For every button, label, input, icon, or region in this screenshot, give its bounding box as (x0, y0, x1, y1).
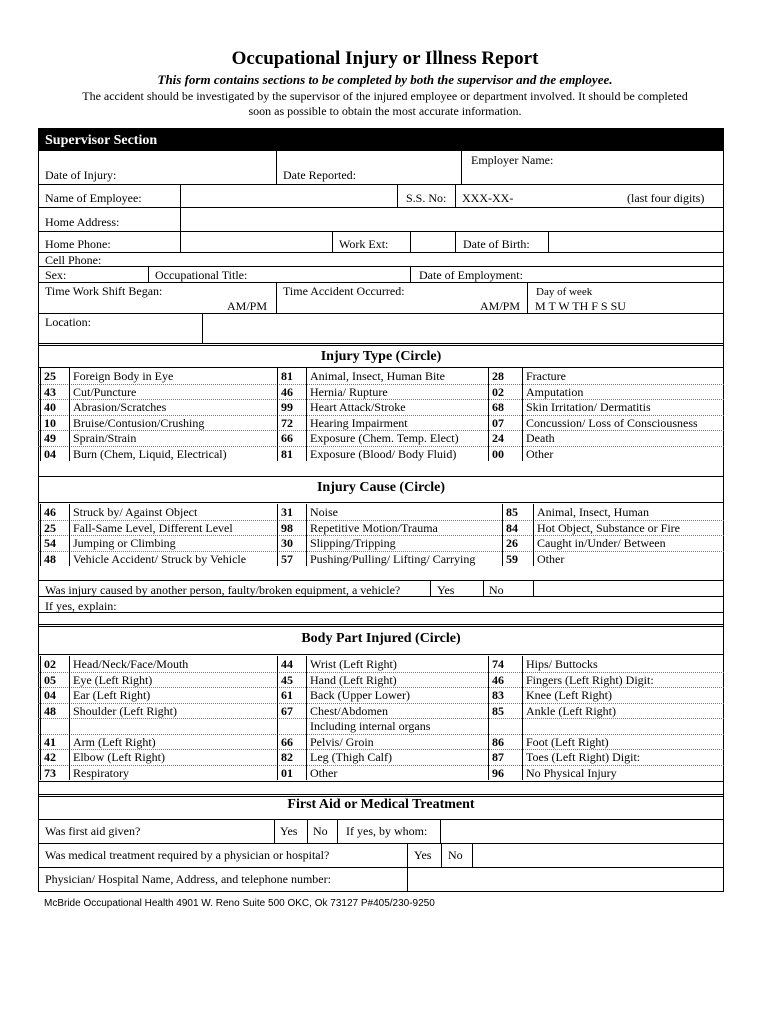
body-part-label: Pelvis/ Groin (310, 734, 374, 749)
injury-cause-code[interactable]: 84 (506, 520, 518, 535)
ampm-shift: AM/PM (227, 299, 268, 313)
injury-type-code[interactable]: 81 (281, 446, 293, 461)
date-of-employment-label: Date of Employment: (419, 268, 523, 282)
injury-cause-label: Repetitive Motion/Trauma (310, 520, 438, 535)
supervisor-section-heading: Supervisor Section (38, 128, 724, 151)
home-phone-label: Home Phone: (45, 237, 111, 251)
injury-cause-heading: Injury Cause (Circle) (316, 480, 446, 495)
injury-type-code[interactable]: 40 (44, 400, 56, 414)
intro-line-2: soon as possible to obtain the most accurate information. (248, 104, 522, 118)
ss-hint: (last four digits) (627, 191, 705, 205)
injury-cause-code[interactable]: 98 (281, 520, 293, 535)
injury-type-code[interactable]: 43 (44, 384, 56, 399)
injury-type-code[interactable]: 24 (492, 431, 504, 445)
injury-cause-label: Pushing/Pulling/ Lifting/ Carrying (310, 551, 476, 566)
injury-type-label: Sprain/Strain (73, 431, 137, 445)
injury-cause-code[interactable]: 31 (281, 505, 293, 519)
injury-type-label: Concussion/ Loss of Consciousness (526, 415, 698, 430)
ss-prefix: XXX-XX- (462, 191, 514, 205)
body-part-label: Leg (Thigh Calf) (310, 750, 392, 764)
injury-type-label: Abrasion/Scratches (73, 400, 167, 414)
injury-type-label: Skin Irritation/ Dermatitis (526, 400, 651, 414)
body-part-code[interactable]: 73 (44, 765, 56, 780)
body-part-label: Including internal organs (310, 719, 431, 733)
injury-cause-label: Hot Object, Substance or Fire (537, 520, 680, 535)
body-part-label: Ankle (Left Right) (526, 703, 616, 718)
home-address-label: Home Address: (45, 215, 120, 229)
body-part-heading: Body Part Injured (Circle) (301, 631, 461, 646)
body-part-label: Fingers (Left Right) Digit: (526, 672, 654, 687)
page-subtitle: This form contains sections to be completed by both the supervisor and the employee. (157, 72, 613, 87)
injury-type-code[interactable]: 81 (281, 369, 293, 383)
injury-type-heading: Injury Type (Circle) (320, 349, 442, 364)
injury-type-label: Heart Attack/Stroke (310, 400, 406, 414)
injury-cause-code[interactable]: 25 (44, 520, 56, 535)
body-part-code[interactable]: 42 (44, 750, 56, 764)
injury-type-label: Burn (Chem, Liquid, Electrical) (73, 446, 227, 461)
injury-type-code[interactable]: 07 (492, 415, 504, 430)
body-part-label: Hand (Left Right) (310, 672, 397, 687)
injury-type-code[interactable]: 25 (44, 369, 56, 383)
injury-cause-code[interactable]: 59 (506, 551, 518, 566)
injury-type-code[interactable]: 10 (44, 415, 56, 430)
cell-phone-label: Cell Phone: (45, 253, 102, 267)
time-accident-label: Time Accident Occurred: (283, 284, 405, 298)
injury-type-code[interactable]: 49 (44, 431, 56, 445)
injury-cause-code[interactable]: 30 (281, 536, 293, 550)
date-of-injury-label: Date of Injury: (45, 168, 117, 182)
injury-type-label: Foreign Body in Eye (73, 369, 174, 383)
injury-type-code[interactable]: 04 (44, 446, 56, 461)
body-part-label: Knee (Left Right) (526, 688, 612, 702)
body-part-code[interactable]: 82 (281, 750, 293, 764)
sex-label: Sex: (45, 268, 67, 282)
injury-type-label: Exposure (Blood/ Body Fluid) (310, 446, 457, 461)
body-part-label: Toes (Left Right) Digit: (526, 750, 641, 764)
body-part-label: Wrist (Left Right) (310, 657, 397, 671)
day-of-week-label: Day of week (536, 286, 593, 298)
intro-line-1: The accident should be investigated by the supervisor of the injured employee or department involved. It should be completed (82, 89, 688, 103)
injury-type-label: Cut/Puncture (73, 384, 137, 399)
cause-question: Was injury caused by another person, faulty/broken equipment, a vehicle? (45, 583, 401, 597)
injury-cause-code[interactable]: 46 (44, 505, 56, 519)
injury-cause-label: Caught in/Under/ Between (537, 536, 666, 550)
body-part-label: Eye (Left Right) (73, 672, 153, 687)
name-of-employee-label: Name of Employee: (45, 191, 142, 205)
body-part-code[interactable]: 04 (44, 688, 56, 702)
occupational-title-label: Occupational Title: (155, 268, 248, 282)
injury-type-label: Hearing Impairment (310, 415, 408, 430)
cause-yes-option[interactable]: Yes (437, 583, 455, 597)
time-shift-began-label: Time Work Shift Began: (45, 284, 163, 298)
injury-cause-label: Other (537, 551, 565, 566)
cause-no-option[interactable]: No (489, 583, 504, 597)
body-part-label: Arm (Left Right) (73, 734, 156, 749)
body-part-label: Ear (Left Right) (73, 688, 151, 702)
injury-cause-code[interactable]: 48 (44, 551, 56, 566)
injury-type-code[interactable]: 68 (492, 400, 504, 414)
injury-type-code[interactable]: 72 (281, 415, 293, 430)
body-part-label: Back (Upper Lower) (310, 688, 410, 702)
injury-cause-label: Vehicle Accident/ Struck by Vehicle (73, 551, 247, 566)
injury-type-code[interactable]: 66 (281, 431, 293, 445)
injury-cause-label: Animal, Insect, Human (537, 505, 649, 519)
injury-cause-label: Slipping/Tripping (310, 536, 396, 550)
day-options: M T W TH F S SU (535, 299, 626, 313)
injury-type-code[interactable]: 28 (492, 369, 504, 383)
first-aid-by-whom-label: If yes, by whom: (346, 824, 428, 838)
date-reported-label: Date Reported: (283, 168, 356, 182)
body-part-label: Hips/ Buttocks (526, 657, 598, 671)
body-part-code[interactable]: 74 (492, 657, 504, 671)
injury-type-label: Other (526, 446, 554, 461)
medical-yes-option[interactable]: Yes (414, 848, 432, 862)
body-part-label: Foot (Left Right) (526, 734, 609, 749)
ampm-accident: AM/PM (480, 299, 521, 313)
body-part-code[interactable]: 86 (492, 734, 504, 749)
body-part-label: Head/Neck/Face/Mouth (73, 657, 189, 671)
injury-type-label: Bruise/Contusion/Crushing (73, 415, 205, 430)
work-ext-label: Work Ext: (339, 237, 389, 251)
intro-text (40, 89, 730, 119)
body-part-label: Other (310, 765, 338, 780)
body-part-code[interactable]: 41 (44, 734, 56, 749)
body-part-code[interactable]: 02 (44, 657, 56, 671)
injury-type-label: Amputation (526, 384, 584, 399)
body-part-code[interactable]: 46 (492, 672, 504, 687)
body-part-label: Shoulder (Left Right) (73, 703, 177, 718)
body-part-code[interactable]: 61 (281, 688, 293, 702)
first-aid-yes-option[interactable]: Yes (280, 824, 298, 838)
body-part-code[interactable]: 01 (281, 765, 293, 780)
injury-cause-code[interactable]: 26 (506, 536, 518, 550)
injury-cause-code[interactable]: 54 (44, 536, 56, 550)
injury-cause-label: Jumping or Climbing (73, 536, 176, 550)
medical-no-option[interactable]: No (448, 848, 463, 862)
body-part-code[interactable]: 96 (492, 765, 504, 780)
ss-no-label: S.S. No: (406, 191, 447, 205)
body-part-code[interactable]: 44 (281, 657, 293, 671)
injury-type-code[interactable]: 46 (281, 384, 293, 399)
body-part-code[interactable]: 66 (281, 734, 293, 749)
injury-cause-code[interactable]: 57 (281, 551, 293, 566)
body-part-code[interactable]: 05 (44, 672, 56, 687)
body-part-label: No Physical Injury (526, 765, 617, 780)
date-of-birth-label: Date of Birth: (463, 237, 530, 251)
injury-type-label: Animal, Insect, Human Bite (310, 369, 445, 383)
page-title: Occupational Injury or Illness Report (231, 48, 539, 69)
injury-cause-label: Noise (310, 505, 338, 519)
first-aid-no-option[interactable]: No (313, 824, 328, 838)
body-part-code[interactable]: 85 (492, 703, 504, 718)
first-aid-question: Was first aid given? (45, 824, 141, 838)
injury-type-label: Death (526, 431, 555, 445)
injury-type-code[interactable]: 02 (492, 384, 504, 399)
injury-type-label: Exposure (Chem. Temp. Elect) (310, 431, 459, 445)
body-part-code[interactable]: 83 (492, 688, 504, 702)
body-part-code[interactable]: 67 (281, 703, 293, 718)
injury-cause-code[interactable]: 85 (506, 505, 518, 519)
medical-treatment-question: Was medical treatment required by a physician or hospital? (45, 848, 330, 862)
body-part-code[interactable]: 48 (44, 703, 56, 718)
body-part-label: Elbow (Left Right) (73, 750, 165, 764)
injury-cause-label: Struck by/ Against Object (73, 505, 198, 519)
injury-type-code[interactable]: 99 (281, 400, 293, 414)
location-label: Location: (45, 315, 91, 329)
first-aid-heading: First Aid or Medical Treatment (287, 797, 475, 812)
body-part-label: Chest/Abdomen (310, 703, 388, 718)
injury-type-label: Fracture (526, 369, 566, 383)
employer-name-label: Employer Name: (471, 153, 554, 167)
body-part-code[interactable]: 45 (281, 672, 293, 687)
injury-cause-label: Fall-Same Level, Different Level (73, 520, 233, 535)
physician-label: Physician/ Hospital Name, Address, and telephone number: (45, 872, 331, 886)
footer-address: McBride Occupational Health 4901 W. Reno Suite 500 OKC, Ok 73127 P#405/230-9250 (44, 898, 435, 909)
body-part-code[interactable]: 87 (492, 750, 504, 764)
injury-type-code[interactable]: 00 (492, 446, 504, 461)
body-part-label: Respiratory (73, 765, 129, 780)
injury-type-label: Hernia/ Rupture (310, 384, 388, 399)
cause-explain-label: If yes, explain: (45, 599, 117, 613)
